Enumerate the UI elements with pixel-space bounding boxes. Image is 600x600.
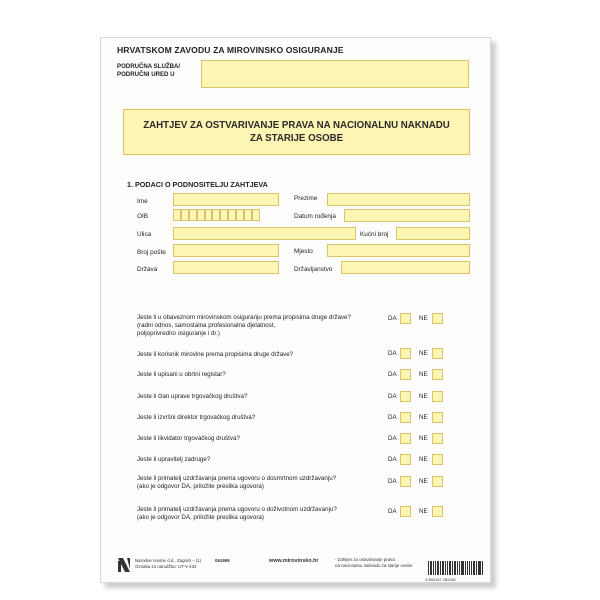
- institution-heading: HRVATSKOM ZAVODU ZA MIROVINSKO OSIGURANJE: [117, 45, 344, 55]
- question-text: Jeste li likvidator trgovačkog društva?: [137, 435, 240, 442]
- no-checkbox-q8[interactable]: [432, 476, 443, 487]
- yes-label: DA: [388, 478, 397, 485]
- no-checkbox-q3[interactable]: [432, 369, 443, 380]
- yes-label: DA: [388, 315, 397, 322]
- form-number: 061699: [215, 558, 230, 563]
- form-page: [100, 37, 491, 583]
- no-label: NE: [419, 414, 428, 421]
- office-input[interactable]: [201, 60, 469, 88]
- section-1-heading: 1. PODACI O PODNOSITELJU ZAHTJEVA: [127, 180, 268, 189]
- question-8: [137, 475, 336, 491]
- ulica-input[interactable]: [173, 227, 356, 240]
- yes-checkbox-q6[interactable]: [400, 433, 411, 444]
- form-title-box: [123, 109, 470, 155]
- form-description-line1: - Zahtjev za ostvarivanje prava: [335, 557, 395, 562]
- question-text: Jeste li primatelj uzdržavanja prema ugovoru o dosmrtnom uzdržavanju?: [137, 475, 337, 482]
- no-label: NE: [419, 435, 428, 442]
- oib-digit-cell[interactable]: [181, 209, 189, 221]
- no-checkbox-q2[interactable]: [432, 348, 443, 359]
- question-text: (radni odnos, samostalna profesionalna djelatnost,: [137, 322, 276, 329]
- yes-checkbox-q7[interactable]: [400, 454, 411, 465]
- yes-checkbox-q9[interactable]: [400, 506, 411, 517]
- question-9: [137, 506, 337, 522]
- drzava-input[interactable]: [173, 261, 279, 274]
- question-1: [137, 314, 351, 338]
- yes-checkbox-q3[interactable]: [400, 369, 411, 380]
- question-text: Jeste li član uprave trgovačkog društva?: [137, 393, 248, 400]
- no-checkbox-q9[interactable]: [432, 506, 443, 517]
- question-4: [137, 393, 247, 401]
- yes-label: DA: [388, 508, 397, 515]
- no-label: NE: [419, 315, 428, 322]
- drzavljanstvo-input[interactable]: [341, 261, 470, 274]
- question-3: [137, 371, 226, 379]
- broj-poste-label: Broj pošte: [137, 249, 166, 256]
- question-text: poljoprivredno osiguranje i dr.): [137, 330, 220, 337]
- oib-digit-cell[interactable]: [212, 209, 220, 221]
- publisher-logo: [117, 557, 131, 573]
- ime-input[interactable]: [173, 193, 279, 206]
- no-label: NE: [419, 508, 428, 515]
- datum-rodenja-input[interactable]: [344, 209, 470, 222]
- no-label: NE: [419, 393, 428, 400]
- oib-digit-cell[interactable]: [244, 209, 252, 221]
- office-label-line1: PODRUČNA SLUŽBA/: [117, 63, 181, 70]
- question-text: (ako je odgovor DA, priložite preslika ugovora): [137, 514, 264, 521]
- mjesto-label: Mjesto: [294, 248, 313, 255]
- drzavljanstvo-label: Državljanstvo: [294, 266, 333, 273]
- question-text: Jeste li u obaveznom mirovinskom osiguranju prema propisima druge države?: [137, 314, 351, 321]
- form-description-line2: na nacionalnu naknadu za starije osobe: [335, 563, 413, 568]
- office-label-line2: PODRUČNI URED U: [117, 70, 175, 78]
- publisher-line1: Narodne novine d.d., Zagreb – (1): [135, 558, 202, 563]
- datum-rodenja-label: Datum rođenja: [294, 213, 336, 220]
- oib-digit-cell[interactable]: [220, 209, 228, 221]
- drzava-label: Država: [137, 266, 158, 273]
- question-7: [137, 456, 210, 464]
- yes-checkbox-q1[interactable]: [400, 313, 411, 324]
- oib-digit-cell[interactable]: [228, 209, 236, 221]
- yes-checkbox-q2[interactable]: [400, 348, 411, 359]
- question-2: [137, 351, 293, 359]
- question-6: [137, 435, 240, 443]
- no-label: NE: [419, 350, 428, 357]
- oib-digit-cell[interactable]: [252, 209, 260, 221]
- question-5: [137, 414, 255, 422]
- question-text: Jeste li primatelj uzdržavanja prema ugovoru o doživotnom uzdržavanju?: [137, 506, 337, 513]
- yes-checkbox-q8[interactable]: [400, 476, 411, 487]
- question-text: Jeste li upravitelj zadruge?: [137, 456, 211, 463]
- oib-label: OIB: [137, 213, 149, 220]
- question-text: Jeste li korisnik mirovine prema propisima druge države?: [137, 351, 294, 358]
- question-text: Jeste li izvršni direktor trgovačkog društva?: [137, 414, 256, 421]
- ime-label: Ime: [137, 198, 148, 205]
- no-checkbox-q4[interactable]: [432, 391, 443, 402]
- barcode-number: 3 850157 289261: [425, 577, 457, 582]
- no-checkbox-q6[interactable]: [432, 433, 443, 444]
- form-title-line1: ZAHTJEV ZA OSTVARIVANJE PRAVA NA NACIONALNU NAKNADU: [143, 120, 450, 131]
- yes-checkbox-q4[interactable]: [400, 391, 411, 402]
- ulica-label: Ulica: [137, 231, 152, 238]
- yes-label: DA: [388, 456, 397, 463]
- kucni-broj-input[interactable]: [396, 227, 470, 240]
- no-checkbox-q1[interactable]: [432, 313, 443, 324]
- yes-label: DA: [388, 350, 397, 357]
- yes-label: DA: [388, 435, 397, 442]
- mjesto-input[interactable]: [327, 244, 470, 257]
- oib-digit-cell[interactable]: [173, 209, 181, 221]
- oib-digit-cell[interactable]: [236, 209, 244, 221]
- question-text: Jeste li upisani u obrtni registar?: [137, 371, 226, 378]
- office-label: [117, 63, 180, 78]
- website-text: www.mirovinsko.hr: [269, 558, 319, 564]
- oib-digit-cell[interactable]: [189, 209, 197, 221]
- broj-poste-input[interactable]: [173, 244, 279, 257]
- barcode: [428, 561, 484, 575]
- yes-label: DA: [388, 393, 397, 400]
- oib-input-grid[interactable]: [173, 209, 260, 221]
- no-label: NE: [419, 371, 428, 378]
- prezime-input[interactable]: [327, 193, 470, 206]
- yes-label: DA: [388, 414, 397, 421]
- yes-checkbox-q5[interactable]: [400, 412, 411, 423]
- no-checkbox-q7[interactable]: [432, 454, 443, 465]
- prezime-label: Prezime: [294, 195, 318, 202]
- question-text: (ako je odgovor DA, priložite preslika ugovora): [137, 483, 264, 490]
- oib-digit-cell[interactable]: [197, 209, 205, 221]
- publisher-line2: Oznaka za narudžbu: UT-V-434: [135, 564, 197, 569]
- yes-label: DA: [388, 371, 397, 378]
- no-checkbox-q5[interactable]: [432, 412, 443, 423]
- form-title-line2: ZA STARIJE OSOBE: [249, 133, 344, 144]
- kucni-broj-label: Kućni broj: [360, 231, 389, 238]
- no-label: NE: [419, 456, 428, 463]
- oib-digit-cell[interactable]: [205, 209, 213, 221]
- no-label: NE: [419, 478, 428, 485]
